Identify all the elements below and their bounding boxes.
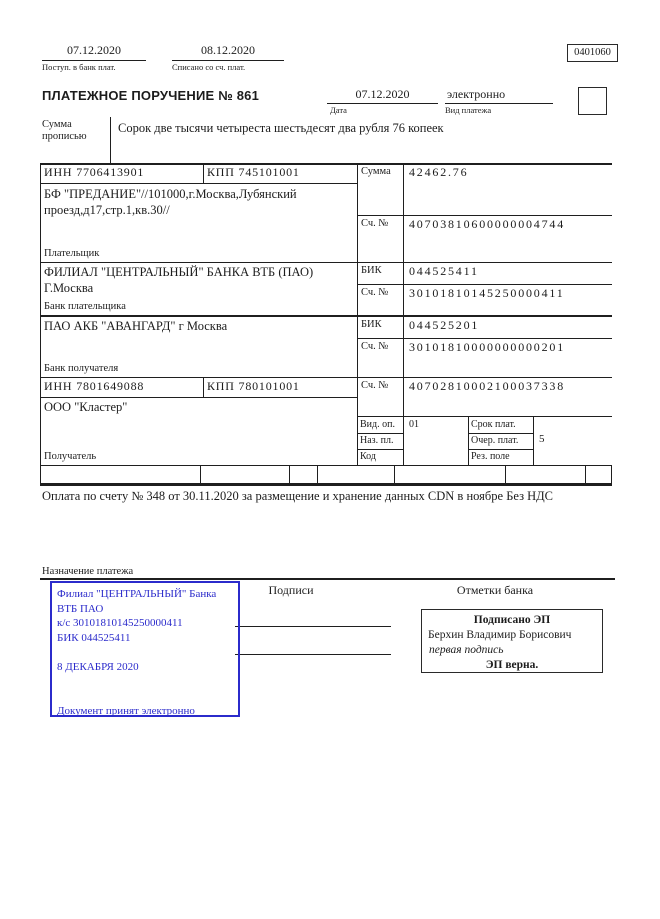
payer-name: БФ "ПРЕДАНИЕ"//101000,г.Москва,Лубянский проезд,д17,стр.1,кв.30// xyxy=(44,187,297,217)
divider-line xyxy=(468,416,469,465)
stamp-accepted-note: Документ принят электронно xyxy=(57,704,195,717)
esign-note: первая подпись xyxy=(429,644,504,656)
divider-line xyxy=(357,284,612,285)
stamp-line: БИК 044525411 xyxy=(57,631,131,644)
debited-date: 08.12.2020 xyxy=(201,43,255,57)
divider-line xyxy=(40,163,41,483)
received-date: 07.12.2020 xyxy=(67,43,121,57)
divider-line xyxy=(357,338,612,339)
rez-pole-label: Рез. поле xyxy=(471,451,510,462)
doc-date: 07.12.2020 xyxy=(355,87,410,101)
divider-line xyxy=(533,416,534,465)
payer-bank-bik: 044525411 xyxy=(409,264,479,278)
divider-line xyxy=(327,103,438,104)
payee-bank-account: 30101810000000000201 xyxy=(409,340,565,354)
divider-line xyxy=(357,416,612,417)
payer-account: 40703810600000004744 xyxy=(409,217,565,231)
kod-label: Код xyxy=(360,451,376,462)
divider-line xyxy=(40,262,612,263)
divider-line xyxy=(203,377,204,397)
payee-bank-bik: 044525201 xyxy=(409,318,480,332)
divider-line xyxy=(110,117,111,163)
naz-pl-label: Наз. пл. xyxy=(360,435,394,446)
checkbox xyxy=(578,87,607,115)
form-code-box: 0401060 xyxy=(567,44,618,62)
divider-line xyxy=(40,578,615,580)
divider-line xyxy=(468,449,533,450)
bank-marks-heading: Отметки банка xyxy=(456,583,534,597)
payee-account-label: Сч. № xyxy=(361,380,389,391)
divider-line xyxy=(40,465,612,466)
payer-label: Плательщик xyxy=(44,248,100,259)
signatures-heading: Подписи xyxy=(268,583,314,597)
vid-op-value: 01 xyxy=(409,419,419,430)
divider-line xyxy=(357,449,403,450)
amount-words-label: Сумма прописью xyxy=(42,119,87,143)
divider-line xyxy=(40,315,612,317)
sum-label: Сумма xyxy=(361,166,391,177)
divider-line xyxy=(289,465,290,483)
divider-line xyxy=(40,483,612,486)
payer-bank-name-line1: ФИЛИАЛ "ЦЕНТРАЛЬНЫЙ" БАНКА ВТБ (ПАО) xyxy=(44,265,314,279)
esign-name: Берхин Владимир Борисович xyxy=(428,629,572,641)
esign-box xyxy=(421,609,603,673)
payer-bank-label: Банк плательщика xyxy=(44,301,126,312)
payee-name: ООО "Кластер" xyxy=(44,400,128,414)
divider-line xyxy=(203,163,204,183)
stamp-line: к/с 30101810145250000411 xyxy=(57,617,183,630)
divider-line xyxy=(42,60,146,61)
stamp-line: ВТБ ПАО xyxy=(57,602,104,615)
payer-bank-name-line2: Г.Москва xyxy=(44,281,94,295)
received-date-caption: Поступ. в банк плат. xyxy=(42,62,116,72)
divider-line xyxy=(40,397,357,398)
sum-value: 42462.76 xyxy=(409,165,469,179)
divider-line xyxy=(585,465,586,483)
divider-line xyxy=(394,465,395,483)
bank-stamp xyxy=(50,581,240,717)
divider-line xyxy=(317,465,318,483)
ocher-plat-label: Очер. плат. xyxy=(471,435,519,446)
divider-line xyxy=(40,183,357,184)
payment-kind: электронно xyxy=(447,87,506,101)
stamp-date: 8 ДЕКАБРЯ 2020 xyxy=(57,661,139,674)
amount-words-value: Сорок две тысячи четыреста шестьдесят два рубля 76 копеек xyxy=(118,121,444,135)
payer-inn: ИНН 7706413901 xyxy=(44,165,145,179)
payee-bank-label: Банк получателя xyxy=(44,363,119,374)
debited-date-caption: Списано со сч. плат. xyxy=(172,62,246,72)
payer-account-label: Сч. № xyxy=(361,218,389,229)
divider-line xyxy=(172,60,284,61)
esign-title: Подписано ЭП xyxy=(473,614,551,626)
signature-line xyxy=(235,654,391,655)
doc-title: ПЛАТЕЖНОЕ ПОРУЧЕНИЕ № 861 xyxy=(42,88,260,103)
purpose-label: Назначение платежа xyxy=(42,566,134,577)
payee-inn: ИНН 7801649088 xyxy=(44,379,145,393)
divider-line xyxy=(505,465,506,483)
ocher-plat-value: 5 xyxy=(539,433,545,445)
payer-kpp: КПП 745101001 xyxy=(207,165,300,179)
esign-verdict: ЭП верна. xyxy=(485,659,539,671)
doc-date-caption: Дата xyxy=(330,105,347,115)
payer-bank-bik-label: БИК xyxy=(361,265,382,276)
divider-line xyxy=(357,433,403,434)
payee-bank-account-label: Сч. № xyxy=(361,341,389,352)
payee-bank-name: ПАО АКБ "АВАНГАРД" г Москва xyxy=(44,319,228,333)
srok-plat-label: Срок плат. xyxy=(471,419,516,430)
divider-line xyxy=(403,163,404,465)
divider-line xyxy=(611,465,612,483)
payee-kpp: КПП 780101001 xyxy=(207,379,300,393)
payment-kind-caption: Вид платежа xyxy=(445,105,492,115)
vid-op-label: Вид. оп. xyxy=(360,419,395,430)
payee-bank-bik-label: БИК xyxy=(361,319,382,330)
divider-line xyxy=(357,215,612,216)
purpose-text: Оплата по счету № 348 от 30.11.2020 за размещение и хранение данных CDN в ноябре Без НДС xyxy=(42,489,554,503)
payee-label: Получатель xyxy=(44,451,97,462)
divider-line xyxy=(445,103,553,104)
payer-bank-account-label: Сч. № xyxy=(361,287,389,298)
stamp-line: Филиал "ЦЕНТРАЛЬНЫЙ" Банка xyxy=(57,588,217,600)
payee-account: 40702810002100037338 xyxy=(409,379,565,393)
divider-line xyxy=(200,465,201,483)
payer-bank-account: 30101810145250000411 xyxy=(409,286,565,300)
divider-line xyxy=(468,433,533,434)
divider-line xyxy=(40,377,612,378)
divider-line xyxy=(357,163,358,465)
signature-line xyxy=(235,626,391,627)
